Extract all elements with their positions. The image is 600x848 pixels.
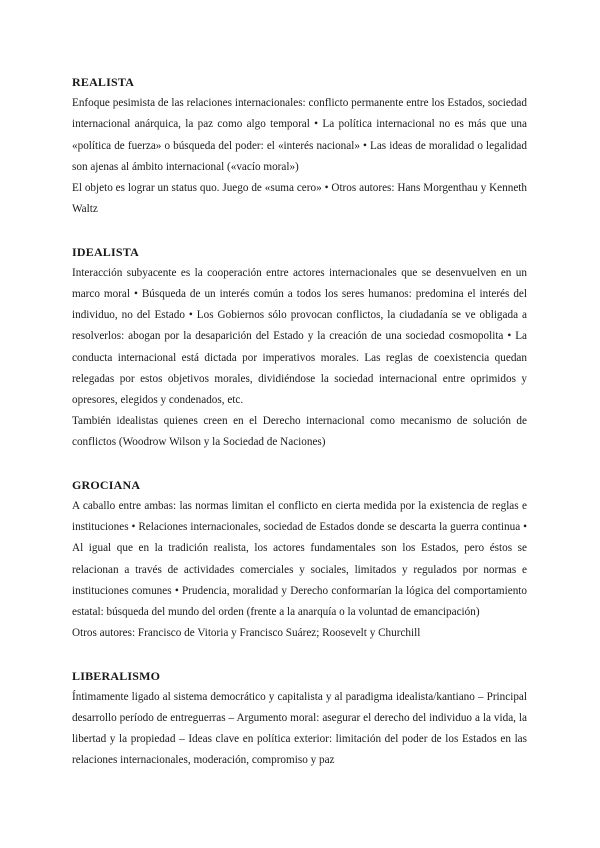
section-grociana [72,475,527,645]
section-title: GROCIANA [72,477,141,492]
paragraph: El objeto es lograr un status quo. Juego de «suma cero» • Otros autores: Hans Morgenthau y Kenneth Waltz [72,182,527,216]
section-idealista [72,242,527,454]
paragraph: A caballo entre ambas: las normas limitan el conflicto en cierta medida por la existencia de reglas e instituciones • Relaciones internacionales, sociedad de Estados donde se descarta la guerra continua • Al igual que en la tradición realista, los actores fundamentales son los Estados, pero éstos se relacionan a través de actividades comerciales y sociales, limitados y regulados por normas e instituciones comunes • Prudencia, moralidad y Derecho conformarían la lógica del comportamiento estatal: búsqueda del mundo del orden (frente a la anarquía o la voluntad de emancipación) [72,500,527,619]
section-title: IDEALISTA [72,244,139,259]
section-title: REALISTA [72,75,135,89]
paragraph: Otros autores: Francisco de Vitoria y Francisco Suárez; Roosevelt y Churchill [72,627,421,640]
paragraph: Interacción subyacente es la cooperación entre actores internacionales que se desenvuelven en un marco moral • Búsqueda de un interés común a todos los seres humanos: predomina el interés del individuo, no del Estado • Los Gobiernos sólo provocan conflictos, la ciudadanía se ve obligada a resolverlos: abogan por la desaparición del Estado y la creación de una sociedad cosmopolita • La conducta internacional está dictada por imperativos morales. Las reglas de coexistencia quedan relegadas por estos objetivos morales, dividiéndose la sociedad internacional entre oprimidos y opresores, elegidos y condenados, etc. [72,266,527,407]
section-liberalismo [72,666,527,772]
document-page [72,72,527,793]
paragraph: También idealistas quienes creen en el Derecho internacional como mecanismo de solución de conflictos (Woodrow Wilson y la Sociedad de Naciones) [72,415,527,449]
section-realista [72,72,527,220]
section-title: LIBERALISMO [72,668,161,683]
paragraph: Enfoque pesimista de las relaciones internacionales: conflicto permanente entre los Estados, sociedad internacional anárquica, la paz como algo temporal • La política internacional no es más que una «política de fuerza» o búsqueda del poder: el «interés nacional» • Las ideas de moralidad o legalidad son ajenas al ámbito internacional («vacío moral») [72,97,527,173]
paragraph: Íntimamente ligado al sistema democrático y capitalista y al paradigma idealista/kantiano – Principal desarrollo período de entreguerras – Argumento moral: asegurar el derecho del individuo a la vida, la libertad y la propiedad – Ideas clave en política exterior: limitación del poder de los Estados en las relaciones internacionales, moderación, compromiso y paz [72,690,527,767]
